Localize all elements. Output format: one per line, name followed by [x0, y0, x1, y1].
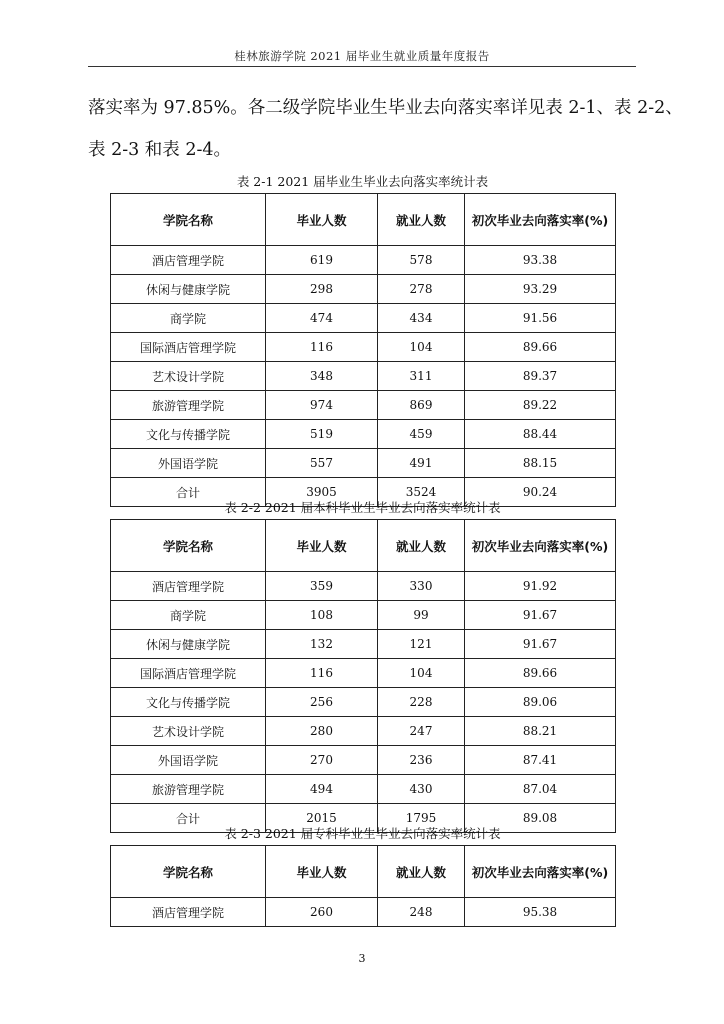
table-row	[111, 775, 616, 804]
cell-college: 艺术设计学院	[111, 362, 266, 391]
cell-graduates: 348	[266, 362, 378, 391]
cell-college: 酒店管理学院	[111, 572, 266, 601]
cell-employed: 311	[378, 362, 465, 391]
cell-rate: 89.22	[465, 391, 616, 420]
col-header-rate: 初次毕业去向落实率(%)	[465, 846, 616, 898]
cell-graduates: 974	[266, 391, 378, 420]
cell-employed: 278	[378, 275, 465, 304]
cell-employed: 121	[378, 630, 465, 659]
cell-graduates: 116	[266, 659, 378, 688]
cell-employed: 247	[378, 717, 465, 746]
cell-employed: 228	[378, 688, 465, 717]
intro-line-1: 落实率为 97.85%。各二级学院毕业生毕业去向落实率详见表 2-1、表 2-2、	[88, 98, 683, 118]
cell-rate: 87.41	[465, 746, 616, 775]
col-header-graduates: 毕业人数	[266, 520, 378, 572]
page-header: 桂林旅游学院 2021 届毕业生就业质量年度报告	[234, 49, 490, 63]
cell-graduates: 3905	[266, 478, 378, 507]
cell-employed: 1795	[378, 804, 465, 833]
cell-graduates: 298	[266, 275, 378, 304]
cell-graduates: 494	[266, 775, 378, 804]
cell-graduates: 116	[266, 333, 378, 362]
cell-graduates: 270	[266, 746, 378, 775]
col-header-rate: 初次毕业去向落实率(%)	[465, 194, 616, 246]
cell-employed: 459	[378, 420, 465, 449]
table-row	[111, 630, 616, 659]
cell-rate: 93.38	[465, 246, 616, 275]
cell-college: 商学院	[111, 304, 266, 333]
cell-graduates: 260	[266, 898, 378, 927]
cell-rate: 91.67	[465, 601, 616, 630]
cell-graduates: 557	[266, 449, 378, 478]
cell-graduates: 474	[266, 304, 378, 333]
table-2-3-caption: 表 2-3 2021 届专科毕业生毕业去向落实率统计表	[224, 826, 501, 841]
col-header-graduates: 毕业人数	[266, 194, 378, 246]
col-header-employed: 就业人数	[378, 846, 465, 898]
table-row	[111, 246, 616, 275]
table-2-2-caption: 表 2-2 2021 届本科毕业生毕业去向落实率统计表	[224, 500, 501, 515]
cell-college: 旅游管理学院	[111, 391, 266, 420]
cell-graduates: 2015	[266, 804, 378, 833]
cell-rate: 91.56	[465, 304, 616, 333]
cell-employed: 491	[378, 449, 465, 478]
cell-college: 国际酒店管理学院	[111, 659, 266, 688]
cell-rate: 89.08	[465, 804, 616, 833]
cell-employed: 578	[378, 246, 465, 275]
col-header-college: 学院名称	[111, 194, 266, 246]
table-2-2	[110, 519, 616, 833]
cell-employed: 236	[378, 746, 465, 775]
cell-college: 文化与传播学院	[111, 420, 266, 449]
cell-college: 旅游管理学院	[111, 775, 266, 804]
col-header-college: 学院名称	[111, 520, 266, 572]
cell-rate: 91.92	[465, 572, 616, 601]
cell-college: 休闲与健康学院	[111, 630, 266, 659]
table-row	[111, 449, 616, 478]
cell-employed: 104	[378, 659, 465, 688]
cell-rate: 88.21	[465, 717, 616, 746]
table-2-1-caption: 表 2-1 2021 届毕业生毕业去向落实率统计表	[236, 174, 489, 189]
table-row	[111, 304, 616, 333]
cell-rate: 89.66	[465, 333, 616, 362]
col-header-college: 学院名称	[111, 846, 266, 898]
page-number: 3	[358, 952, 366, 965]
cell-employed: 869	[378, 391, 465, 420]
cell-employed: 430	[378, 775, 465, 804]
cell-college: 商学院	[111, 601, 266, 630]
cell-college: 合计	[111, 478, 266, 507]
cell-graduates: 108	[266, 601, 378, 630]
table-row	[111, 420, 616, 449]
col-header-employed: 就业人数	[378, 194, 465, 246]
cell-college: 外国语学院	[111, 746, 266, 775]
cell-rate: 90.24	[465, 478, 616, 507]
col-header-employed: 就业人数	[378, 520, 465, 572]
table-row	[111, 688, 616, 717]
cell-rate: 89.06	[465, 688, 616, 717]
cell-graduates: 280	[266, 717, 378, 746]
table-row	[111, 601, 616, 630]
table-row	[111, 391, 616, 420]
cell-rate: 95.38	[465, 898, 616, 927]
cell-graduates: 132	[266, 630, 378, 659]
cell-employed: 248	[378, 898, 465, 927]
cell-graduates: 619	[266, 246, 378, 275]
cell-college: 合计	[111, 804, 266, 833]
cell-employed: 330	[378, 572, 465, 601]
cell-rate: 88.44	[465, 420, 616, 449]
cell-college: 酒店管理学院	[111, 898, 266, 927]
cell-rate: 91.67	[465, 630, 616, 659]
header-divider	[88, 66, 636, 67]
cell-employed: 104	[378, 333, 465, 362]
cell-college: 国际酒店管理学院	[111, 333, 266, 362]
cell-college: 酒店管理学院	[111, 246, 266, 275]
cell-graduates: 256	[266, 688, 378, 717]
cell-rate: 87.04	[465, 775, 616, 804]
table-row	[111, 717, 616, 746]
cell-rate: 89.66	[465, 659, 616, 688]
table-row	[111, 898, 616, 927]
cell-rate: 88.15	[465, 449, 616, 478]
col-header-graduates: 毕业人数	[266, 846, 378, 898]
cell-employed: 434	[378, 304, 465, 333]
cell-graduates: 519	[266, 420, 378, 449]
table-row	[111, 746, 616, 775]
intro-line-2: 表 2-3 和表 2-4。	[88, 140, 232, 160]
cell-employed: 99	[378, 601, 465, 630]
table-header-row	[111, 194, 616, 246]
col-header-rate: 初次毕业去向落实率(%)	[465, 520, 616, 572]
cell-rate: 89.37	[465, 362, 616, 391]
table-header-row	[111, 846, 616, 898]
cell-college: 休闲与健康学院	[111, 275, 266, 304]
cell-graduates: 359	[266, 572, 378, 601]
cell-college: 文化与传播学院	[111, 688, 266, 717]
cell-college: 外国语学院	[111, 449, 266, 478]
table-row	[111, 362, 616, 391]
table-header-row	[111, 520, 616, 572]
table-row	[111, 333, 616, 362]
cell-rate: 93.29	[465, 275, 616, 304]
table-2-1	[110, 193, 616, 507]
table-row	[111, 275, 616, 304]
cell-college: 艺术设计学院	[111, 717, 266, 746]
table-2-3	[110, 845, 616, 927]
table-row	[111, 572, 616, 601]
cell-employed: 3524	[378, 478, 465, 507]
table-row	[111, 659, 616, 688]
